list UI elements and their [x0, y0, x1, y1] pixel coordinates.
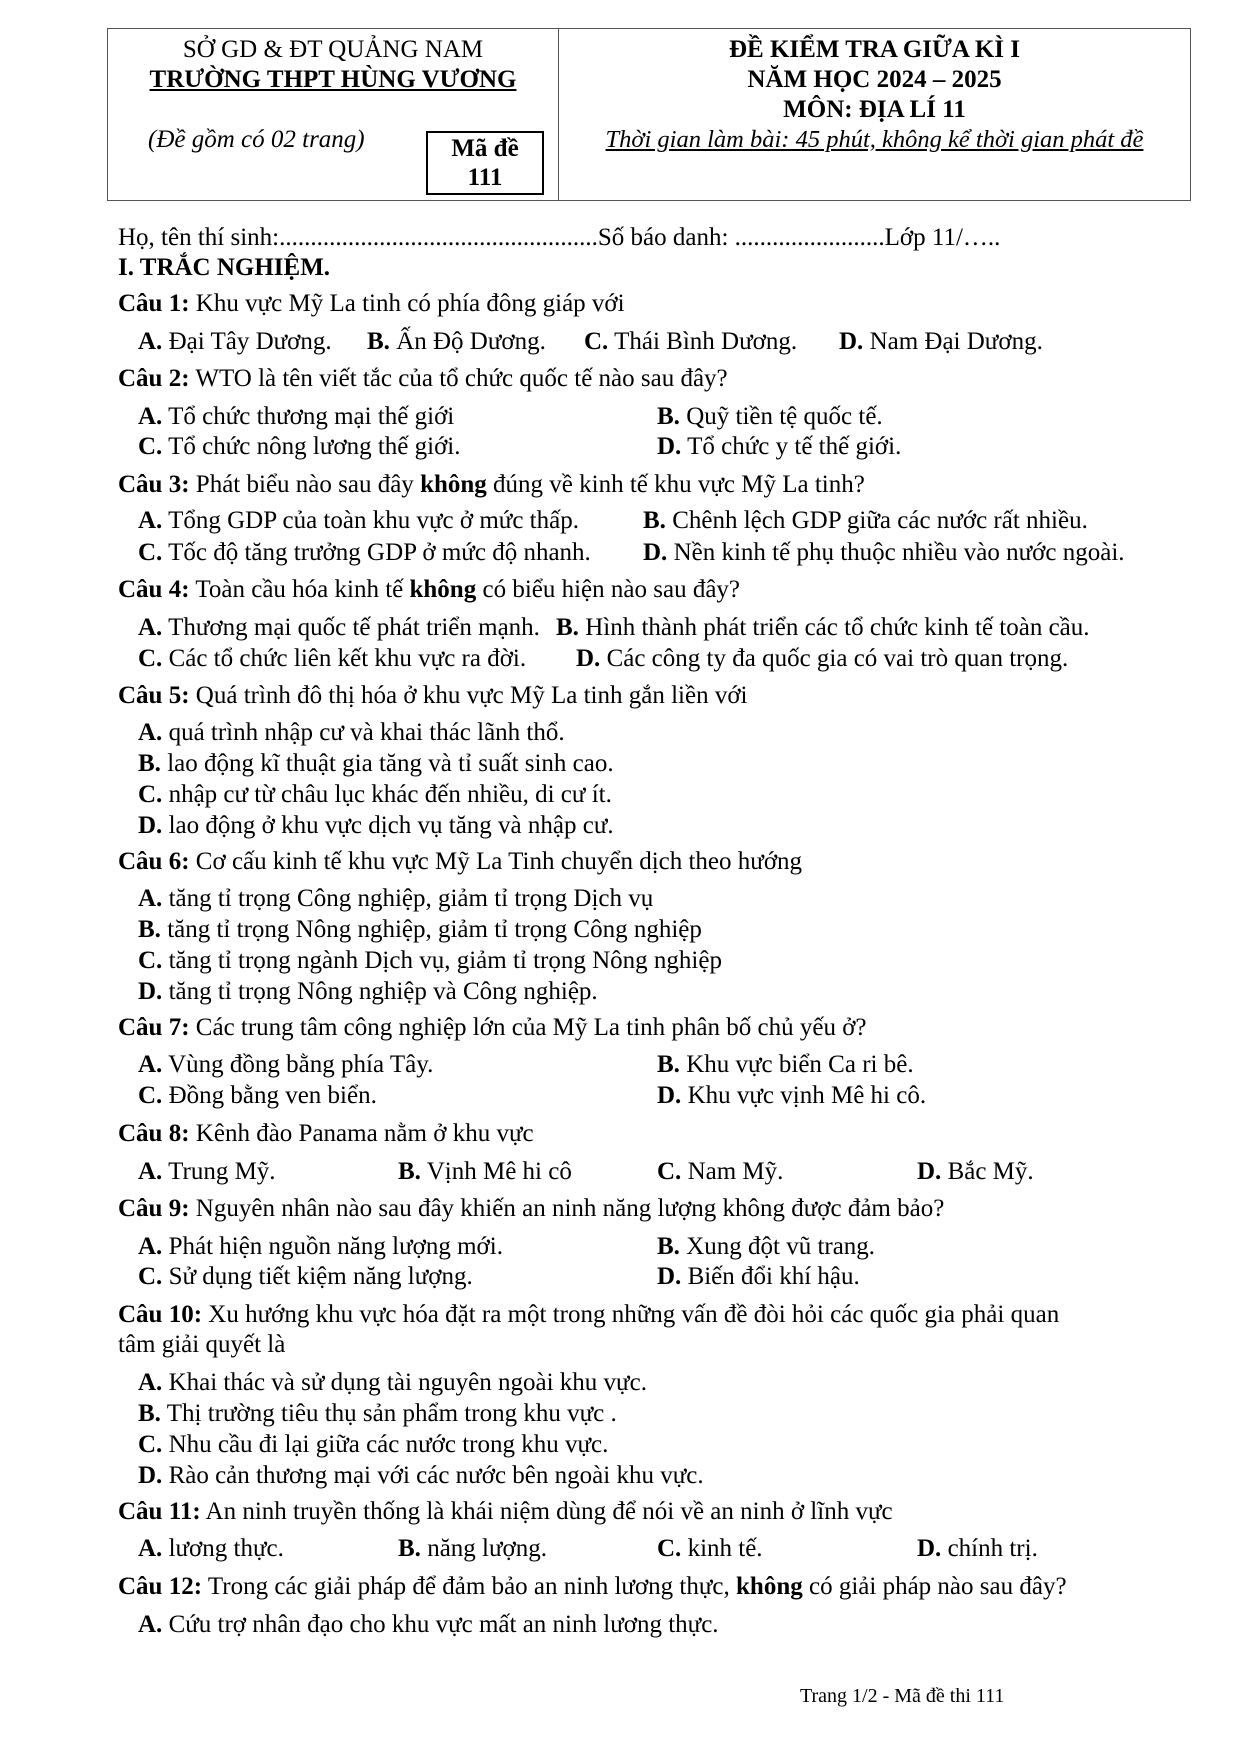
option-text: lao động kĩ thuật gia tăng và tỉ suất sinh cao.	[160, 750, 614, 777]
option-letter: A.	[138, 614, 163, 641]
option-letter: C.	[138, 645, 163, 672]
page-footer: Trang 1/2 - Mã đề thi 111	[800, 1685, 1005, 1707]
option-text: Đồng bằng ven biển.	[162, 1082, 377, 1109]
option-text: lao động ở khu vực dịch vụ tăng và nhập cư.	[162, 812, 614, 839]
answer-option	[398, 1157, 572, 1187]
option-text: Tổ chức thương mại thế giới	[162, 403, 455, 430]
answer-option	[138, 432, 461, 462]
option-letter: B.	[398, 1535, 421, 1562]
option-text: Tổng GDP của toàn khu vực ở mức thấp.	[162, 507, 579, 534]
student-info: Họ, tên thí sinh:...................................................Số báo danh: ........................Lớp 11/…..	[118, 224, 1001, 251]
option-letter: A.	[138, 1369, 163, 1396]
question-7	[118, 1013, 867, 1043]
answer-option	[657, 1081, 926, 1111]
option-letter: D.	[839, 328, 864, 355]
option-text: chính trị.	[941, 1535, 1038, 1562]
time-note: Thời gian làm bài: 45 phút, không kể thời gian phát đề	[605, 126, 1144, 153]
option-letter: D.	[657, 1082, 682, 1109]
question-text: Kênh đào Panama nằm ở khu vực	[189, 1120, 534, 1147]
answer-option	[917, 1157, 1034, 1187]
question-label: Câu 3:	[118, 471, 190, 498]
answer-option	[138, 915, 702, 945]
option-text: tăng tỉ trọng Nông nghiệp và Công nghiệp.	[162, 978, 598, 1005]
option-letter: D.	[643, 539, 668, 566]
option-text: Vịnh Mê hi cô	[420, 1158, 572, 1185]
option-text: Cứu trợ nhân đạo cho khu vực mất an ninh lương thực.	[162, 1611, 719, 1638]
answer-option	[138, 1262, 473, 1292]
option-letter: A.	[138, 507, 163, 534]
question-10	[118, 1300, 1059, 1330]
option-letter: B.	[556, 614, 579, 641]
exam-title: ĐỀ KIỂM TRA GIỮA KÌ I	[728, 36, 1021, 63]
option-letter: D.	[657, 1263, 682, 1290]
option-letter: A.	[138, 885, 163, 912]
answer-option	[657, 1157, 783, 1187]
option-letter: C.	[657, 1158, 682, 1185]
question-emphasis: không	[736, 1573, 803, 1600]
question-1	[118, 289, 625, 319]
question-text: Quá trình đô thị hóa ở khu vực Mỹ La tinh gắn liền với	[189, 682, 748, 709]
answer-option	[839, 327, 1043, 357]
option-letter: D.	[917, 1535, 942, 1562]
exam-header	[107, 28, 1191, 201]
option-letter: A.	[138, 1535, 163, 1562]
option-letter: D.	[917, 1158, 942, 1185]
question-10-continuation: tâm giải quyết là	[118, 1331, 286, 1358]
header-right-cell	[559, 29, 1190, 200]
answer-option	[576, 644, 1068, 674]
option-text: quá trình nhập cư và khai thác lãnh thổ.	[162, 719, 565, 746]
option-letter: A.	[138, 403, 163, 430]
option-text: Khu vực vịnh Mê hi cô.	[681, 1082, 927, 1109]
answer-option	[138, 1157, 276, 1187]
answer-option	[398, 1534, 547, 1564]
option-letter: D.	[657, 433, 682, 460]
option-text: tăng tỉ trọng Nông nghiệp, giảm tỉ trọng Công nghiệp	[160, 916, 702, 943]
option-letter: A.	[138, 1051, 163, 1078]
option-text: Các tổ chức liên kết khu vực ra đời.	[162, 645, 527, 672]
option-letter: B.	[138, 750, 161, 777]
option-letter: A.	[138, 1233, 163, 1260]
option-text: Xung đột vũ trang.	[679, 1233, 876, 1260]
option-letter: C.	[138, 433, 163, 460]
answer-option	[138, 780, 612, 810]
option-letter: C.	[657, 1535, 682, 1562]
section-title: I. TRẮC NGHIỆM.	[118, 254, 331, 281]
question-label: Câu 2:	[118, 365, 190, 392]
option-text: Thái Bình Dương.	[608, 328, 798, 355]
question-label: Câu 12:	[118, 1573, 203, 1600]
question-text: WTO là tên viết tắc của tổ chức quốc tế nào sau đây?	[189, 365, 728, 392]
question-text: Xu hướng khu vực hóa đặt ra một trong những vấn đề đòi hỏi các quốc gia phải quan	[202, 1301, 1060, 1328]
answer-option	[138, 327, 332, 357]
option-text: lương thực.	[162, 1535, 284, 1562]
answer-option	[138, 1430, 608, 1460]
option-letter: C.	[138, 539, 163, 566]
exam-code-box	[426, 131, 544, 195]
answer-option	[138, 1050, 433, 1080]
question-emphasis: không	[409, 576, 477, 603]
option-text: Khai thác và sử dụng tài nguyên ngoài khu vực.	[162, 1369, 647, 1396]
option-text: tăng tỉ trọng ngành Dịch vụ, giảm tỉ trọng Nông nghiệp	[162, 947, 722, 974]
question-6	[118, 847, 802, 877]
option-letter: B.	[657, 403, 680, 430]
question-text: có biểu hiện nào sau đây?	[476, 576, 741, 603]
option-text: Tổ chức nông lương thế giới.	[162, 433, 461, 460]
option-text: Các công ty đa quốc gia có vai trò quan trọng.	[600, 645, 1069, 672]
answer-option	[138, 402, 454, 432]
question-label: Câu 6:	[118, 848, 190, 875]
question-3	[118, 470, 865, 500]
question-text: An ninh truyền thống là khái niệm dùng để nói về an ninh ở lĩnh vực	[200, 1498, 893, 1525]
subject: MÔN: ĐỊA LÍ 11	[783, 96, 966, 123]
option-letter: B.	[398, 1158, 421, 1185]
option-text: Quỹ tiền tệ quốc tế.	[679, 403, 883, 430]
option-text: Rào cản thương mại với các nước bên ngoài khu vực.	[162, 1462, 704, 1489]
question-label: Câu 10:	[118, 1301, 203, 1328]
question-emphasis: không	[420, 471, 487, 498]
option-text: Thương mại quốc tế phát triển mạnh.	[162, 614, 540, 641]
answer-option	[138, 613, 540, 643]
answer-option	[657, 432, 901, 462]
answer-option	[917, 1534, 1038, 1564]
answer-option	[138, 1368, 647, 1398]
option-letter: B.	[138, 916, 161, 943]
option-letter: B.	[367, 328, 390, 355]
question-label: Câu 11:	[118, 1498, 201, 1525]
question-8	[118, 1119, 534, 1149]
option-letter: B.	[657, 1233, 680, 1260]
answer-option	[657, 1050, 914, 1080]
option-text: Trung Mỹ.	[162, 1158, 276, 1185]
answer-option	[138, 506, 579, 536]
option-text: Nam Mỹ.	[681, 1158, 784, 1185]
answer-option	[367, 327, 546, 357]
school-name: TRƯỜNG THPT HÙNG VƯƠNG	[149, 66, 517, 93]
question-text: đúng về kinh tế khu vực Mỹ La tinh?	[486, 471, 865, 498]
answer-option	[138, 1232, 503, 1262]
option-text: năng lượng.	[420, 1535, 547, 1562]
answer-option	[584, 327, 797, 357]
answer-option	[138, 749, 614, 779]
option-text: nhập cư từ châu lục khác đến nhiều, di cư ít.	[162, 781, 612, 808]
answer-option	[138, 538, 591, 568]
question-text: Nguyên nhân nào sau đây khiến an ninh năng lượng không được đảm bảo?	[189, 1195, 945, 1222]
answer-option	[138, 811, 614, 841]
answer-option	[657, 402, 883, 432]
header-left-cell	[108, 29, 559, 200]
answer-option	[657, 1262, 860, 1292]
option-text: Biến đổi khí hậu.	[681, 1263, 860, 1290]
department-name: SỞ GD & ĐT QUẢNG NAM	[182, 36, 484, 63]
question-12	[118, 1572, 1067, 1602]
question-label: Câu 7:	[118, 1014, 190, 1041]
answer-option	[556, 613, 1090, 643]
option-text: Nhu cầu đi lại giữa các nước trong khu vực.	[162, 1431, 609, 1458]
option-letter: C.	[138, 947, 163, 974]
answer-option	[138, 718, 565, 748]
option-letter: A.	[138, 1611, 163, 1638]
answer-option	[138, 1081, 377, 1111]
question-label: Câu 8:	[118, 1120, 190, 1147]
answer-option	[657, 1534, 763, 1564]
answer-option	[138, 1610, 719, 1640]
answer-option	[138, 644, 526, 674]
option-text: Đại Tây Dương.	[162, 328, 332, 355]
option-letter: B.	[657, 1051, 680, 1078]
question-text: có giải pháp nào sau đây?	[802, 1573, 1067, 1600]
answer-option	[657, 1232, 875, 1262]
question-11	[118, 1497, 893, 1527]
option-letter: C.	[138, 781, 163, 808]
question-text: Phát biểu nào sau đây	[189, 471, 421, 498]
answer-option	[138, 977, 598, 1007]
option-letter: C.	[138, 1082, 163, 1109]
option-letter: B.	[138, 1400, 161, 1427]
answer-option	[643, 506, 1088, 536]
answer-option	[138, 1461, 704, 1491]
option-text: Vùng đồng bằng phía Tây.	[162, 1051, 434, 1078]
option-text: Tổ chức y tế thế giới.	[681, 433, 902, 460]
option-text: Khu vực biển Ca ri bê.	[679, 1051, 914, 1078]
option-text: tăng tỉ trọng Công nghiệp, giảm tỉ trọng Dịch vụ	[162, 885, 654, 912]
pages-note: (Đề gồm có 02 trang)	[148, 126, 365, 153]
option-letter: B.	[643, 507, 666, 534]
option-letter: C.	[584, 328, 609, 355]
answer-option	[138, 884, 653, 914]
question-2	[118, 364, 728, 394]
question-text: Cơ cấu kinh tế khu vực Mỹ La Tinh chuyển dịch theo hướng	[189, 848, 803, 875]
question-label: Câu 1:	[118, 290, 190, 317]
option-text: Ấn Độ Dương.	[389, 328, 546, 355]
question-text: Trong các giải pháp để đảm bảo an ninh lương thực,	[202, 1573, 737, 1600]
option-letter: C.	[138, 1431, 163, 1458]
question-text: Khu vực Mỹ La tinh có phía đông giáp với	[189, 290, 625, 317]
answer-option	[138, 1399, 617, 1429]
option-text: Bắc Mỹ.	[941, 1158, 1034, 1185]
question-label: Câu 4:	[118, 576, 190, 603]
question-5	[118, 681, 748, 711]
question-text: Các trung tâm công nghiệp lớn của Mỹ La tinh phân bố chủ yếu ở?	[189, 1014, 867, 1041]
option-text: Phát hiện nguồn năng lượng mới.	[162, 1233, 503, 1260]
option-letter: A.	[138, 1158, 163, 1185]
option-letter: A.	[138, 719, 163, 746]
exam-code-label: Mã đề	[451, 135, 519, 162]
answer-option	[643, 538, 1125, 568]
answer-option	[138, 1534, 284, 1564]
option-letter: A.	[138, 328, 163, 355]
option-text: Hình thành phát triển các tổ chức kinh tế toàn cầu.	[578, 614, 1090, 641]
option-letter: D.	[576, 645, 601, 672]
question-label: Câu 9:	[118, 1195, 190, 1222]
option-text: kinh tế.	[681, 1535, 763, 1562]
option-text: Chênh lệch GDP giữa các nước rất nhiều.	[665, 507, 1088, 534]
question-text: Toàn cầu hóa kinh tế	[189, 576, 410, 603]
question-9	[118, 1194, 944, 1224]
option-text: Nền kinh tế phụ thuộc nhiều vào nước ngoài.	[667, 539, 1125, 566]
option-letter: D.	[138, 812, 163, 839]
option-text: Sử dụng tiết kiệm năng lượng.	[162, 1263, 473, 1290]
option-text: Thị trường tiêu thụ sản phẩm trong khu vực .	[160, 1400, 617, 1427]
question-4	[118, 575, 740, 605]
answer-option	[138, 946, 722, 976]
option-letter: D.	[138, 978, 163, 1005]
option-letter: C.	[138, 1263, 163, 1290]
question-label: Câu 5:	[118, 682, 190, 709]
option-text: Tốc độ tăng trưởng GDP ở mức độ nhanh.	[162, 539, 591, 566]
option-letter: D.	[138, 1462, 163, 1489]
school-year: NĂM HỌC 2024 – 2025	[747, 66, 1002, 93]
option-text: Nam Đại Dương.	[863, 328, 1043, 355]
exam-code-value: 111	[467, 164, 503, 191]
